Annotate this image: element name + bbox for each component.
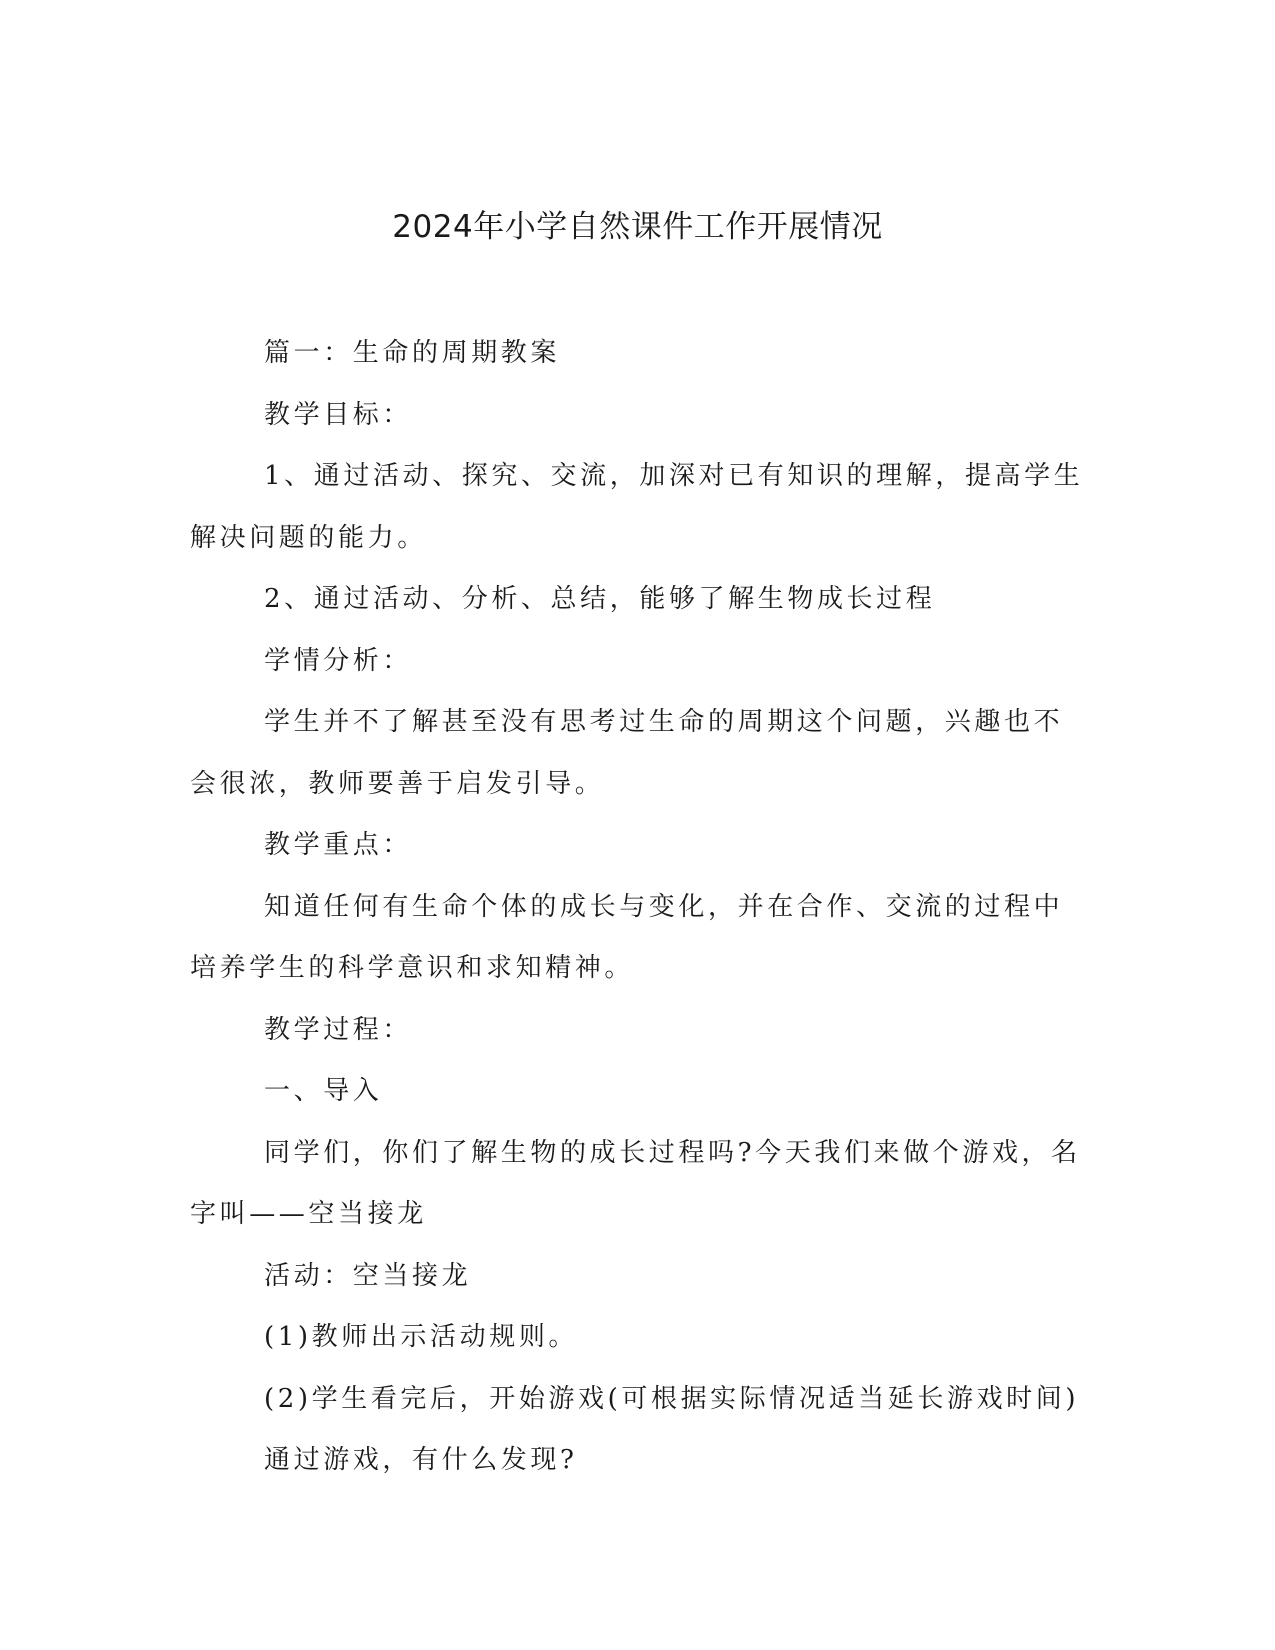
teaching-focus-heading: 教学重点： [264, 830, 413, 860]
intro-heading: 一、导入 [264, 1076, 383, 1106]
activity-step-1: (1)教师出示活动规则。 [264, 1322, 579, 1352]
activity-question: 通过游戏，有什么发现? [264, 1445, 578, 1475]
section-heading: 篇一：生命的周期教案 [264, 338, 561, 368]
activity-heading: 活动：空当接龙 [264, 1260, 472, 1291]
teaching-focus-text: 知道任何有生命个体的成长与变化，并在合作、交流的过程中培养学生的科学意识和求知精神。 [190, 891, 1064, 983]
intro-text: 同学们，你们了解生物的成长过程吗?今天我们来做个游戏，名字叫——空当接龙 [190, 1137, 1081, 1229]
goal-item-1: 1、通过活动、探究、交流，加深对已有知识的理解，提高学生解决问题的能力。 [190, 461, 1084, 553]
learner-analysis-heading: 学情分析： [264, 645, 413, 676]
document-body [190, 323, 1085, 1492]
teaching-process-heading: 教学过程： [264, 1014, 413, 1045]
document-title: 2024年小学自然课件工作开展情况 [392, 209, 883, 245]
goal-item-2: 2、通过活动、分析、总结，能够了解生物成长过程 [264, 584, 936, 614]
teaching-goals-heading: 教学目标： [264, 399, 413, 430]
learner-analysis-text: 学生并不了解甚至没有思考过生命的周期这个问题，兴趣也不会很浓，教师要善于启发引导。 [190, 707, 1064, 799]
activity-step-2: (2)学生看完后，开始游戏(可根据实际情况适当延长游戏时间) [264, 1383, 1080, 1414]
